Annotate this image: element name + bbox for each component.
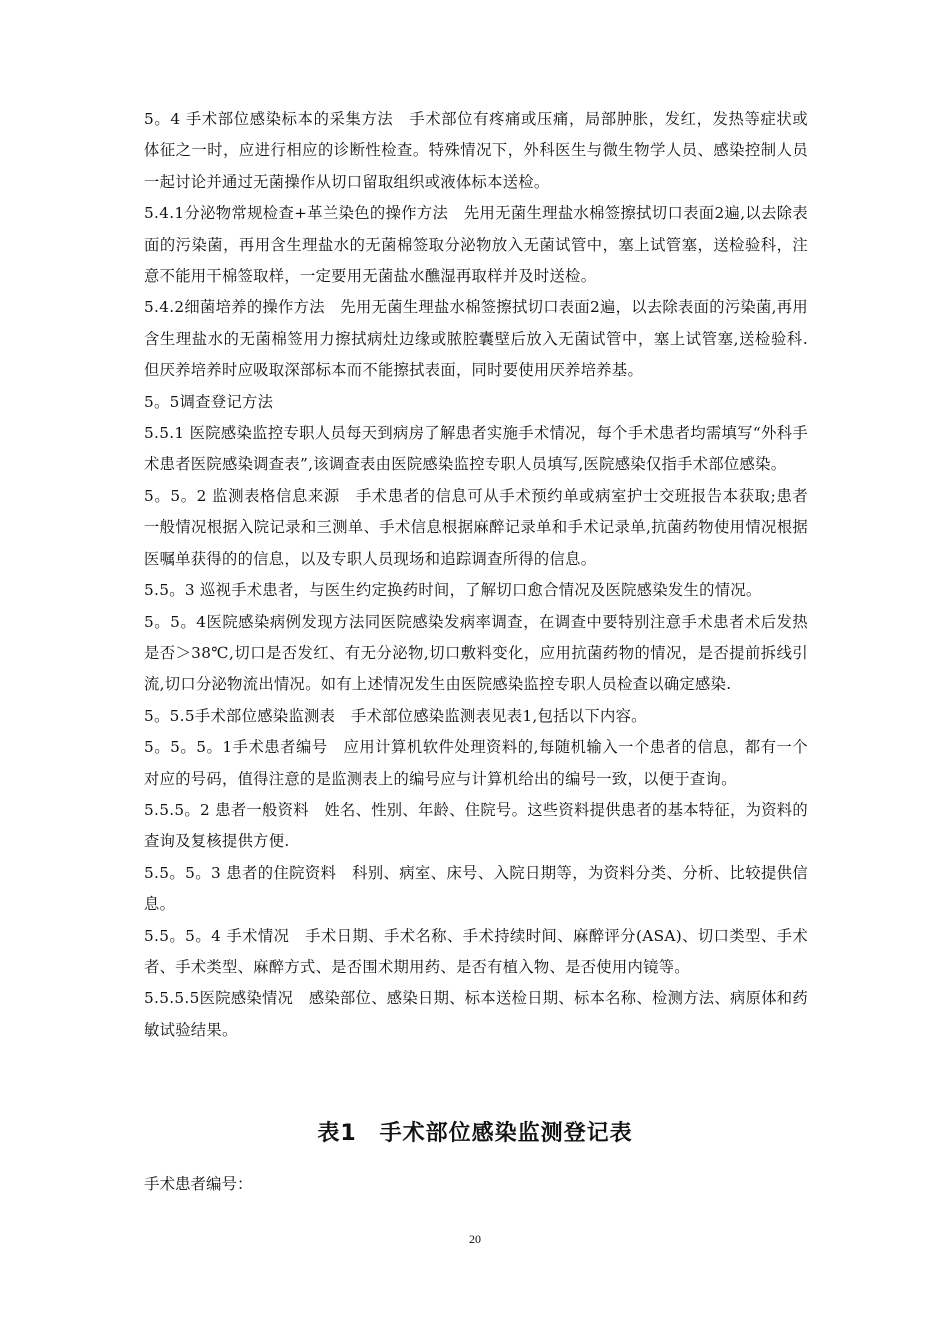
- document-body: [144, 104, 808, 1046]
- paragraph-5-5-3: 5.5。3 巡视手术患者，与医生约定换药时间，了解切口愈合情况及医院感染发生的情况。: [144, 581, 762, 600]
- paragraph-5-4-2: 5.4.2细菌培养的操作方法 先用无菌生理盐水棉签擦拭切口表面2遍，以去除表面的污染菌,再用含生理盐水的无菌棉签用力擦拭病灶边缘或脓腔囊壁后放入无菌试管中，塞上试管塞,送检验科.但厌养培养时应吸取深部标本而不能擦拭表面，同时要使用厌养培养基。: [144, 298, 808, 380]
- patient-number-label: 手术患者编号：: [144, 1175, 253, 1193]
- paragraph-5-5-5-1: 5。5。5。1手术患者编号 应用计算机软件处理资料的,每随机输入一个患者的信息，都有一个对应的号码，值得注意的是监测表上的编号应与计算机给出的编号一致，以便于查询。: [144, 738, 808, 788]
- paragraph-5-5: 5。5调查登记方法: [144, 392, 274, 411]
- paragraph-5-5-5-2: 5.5.5。2 患者一般资料 姓名、性别、年龄、住院号。这些资料提供患者的基本特征，为资料的查询及复核提供方便.: [144, 800, 808, 851]
- page-number: 20: [469, 1232, 481, 1246]
- table-title: 表1 手术部位感染监测登记表: [317, 1121, 633, 1146]
- paragraph-5-4: 5。4 手术部位感染标本的采集方法 手术部位有疼痛或压痛，局部肿胀，发红，发热等症状或体征之一时，应进行相应的诊断性检查。特殊情况下，外科医生与微生物学人员、感染控制人员一起讨论并通过无菌操作从切口留取组织或液体标本送检。: [144, 110, 808, 191]
- paragraph-5-4-1: 5.4.1分泌物常规检查+革兰染色的操作方法 先用无菌生理盐水棉签擦拭切口表面2遍,以去除表面的污染菌，再用含生理盐水的无菌棉签取分泌物放入无菌试管中，塞上试管塞，送检验科，注意不能用干棉签取样，一定要用无菌盐水醮湿再取样并及时送检。: [144, 204, 808, 286]
- paragraph-5-5-5-5: 5.5.5.5医院感染情况 感染部位、感染日期、标本送检日期、标本名称、检测方法、病原体和药敏试验结果。: [144, 989, 808, 1039]
- paragraph-5-5-4: 5。5。4医院感染病例发现方法同医院感染发病率调查，在调查中要特别注意手术患者术后发热是否＞38℃,切口是否发红、有无分泌物,切口敷料变化，应用抗菌药物的情况，是否提前拆线引流,切口分泌物流出情况。如有上述情况发生由医院感染监控专职人员检查以确定感染.: [144, 612, 808, 694]
- paragraph-5-5-5-3: 5.5。5。3 患者的住院资料 科别、病室、床号、入院日期等，为资料分类、分析、比较提供信息。: [144, 863, 808, 914]
- paragraph-5-5-5-4: 5.5。5。4 手术情况 手术日期、手术名称、手术持续时间、麻醉评分(ASA)、切口类型、手术者、手术类型、麻醉方式、是否围术期用药、是否有植入物、是否使用内镜等。: [144, 926, 808, 976]
- paragraph-5-5-5: 5。5.5手术部位感染监测表 手术部位感染监测表见表1,包括以下内容。: [144, 706, 647, 725]
- paragraph-5-5-2: 5。5。2 监测表格信息来源 手术患者的信息可从手术预约单或病室护士交班报告本获取;患者一般情况根据入院记录和三测单、手术信息根据麻醉记录单和手术记录单,抗菌药物使用情况根据医嘱单获得的的信息，以及专职人员现场和追踪调查所得的信息。: [144, 486, 808, 568]
- paragraph-5-5-1: 5.5.1 医院感染监控专职人员每天到病房了解患者实施手术情况，每个手术患者均需填写“外科手术患者医院感染调查表”,该调查表由医院感染监控专职人员填写,医院感染仅指手术部位感染。: [144, 424, 808, 474]
